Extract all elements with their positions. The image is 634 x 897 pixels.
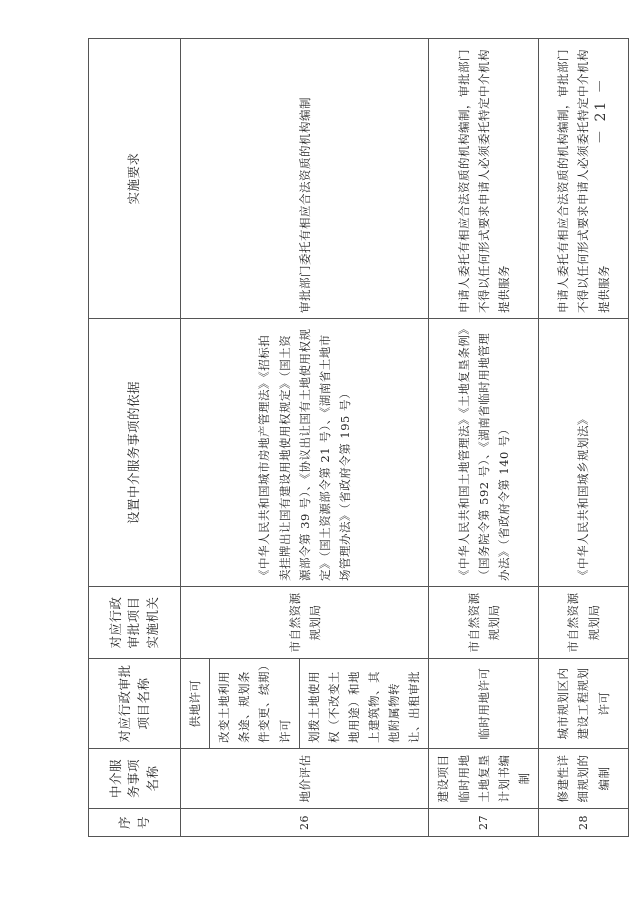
seq-cell: 28 <box>539 809 629 837</box>
header-basis: 设置中介服务事项的依据 <box>89 319 181 587</box>
table-header-row <box>89 39 181 837</box>
approval-cell: 城市规划区内建设工程规划许可 <box>539 659 629 749</box>
seq-cell: 26 <box>181 809 429 837</box>
header-service-name: 中介服务事项名称 <box>89 749 181 809</box>
table-row <box>539 39 629 837</box>
requirement-cell: 审批部门委托有相应合法资质的机构编制 <box>181 39 429 319</box>
agency-cell: 市自然资源规划局 <box>429 587 539 659</box>
header-seq: 序号 <box>89 809 181 837</box>
approval-cell: 划拨土地使用权（不改变土地用途）和地上建筑物、其他附属物转让、出租审批 <box>299 659 429 749</box>
service-name-cell: 修建性详细规划的编制 <box>539 749 629 809</box>
approval-cell: 临时用地许可 <box>429 659 539 749</box>
table-row <box>181 39 210 837</box>
agency-cell: 市自然资源规划局 <box>539 587 629 659</box>
basis-cell: 《中华人民共和国城市房地产管理法》《招标拍卖挂牌出让国有建设用地使用权规定》（国土资源部令第 39 号）、《协议出让国有土地使用权规定》（国土资源部令第 21 号）、《湖南省土地市场管理办法》（省政府令第 195 号） <box>181 319 429 587</box>
approval-cell: 供地许可 <box>181 659 210 749</box>
requirement-cell: 申请人委托有相应合法资质的机构编制，审批部门不得以任何形式要求申请人必须委托特定中介机构提供服务 <box>539 39 629 319</box>
intermediary-services-table <box>88 38 629 837</box>
header-approval-item: 对应行政审批项目名称 <box>89 659 181 749</box>
agency-cell: 市自然资源规划局 <box>181 587 429 659</box>
header-agency: 对应行政审批项目实施机关 <box>89 587 181 659</box>
table-row <box>429 39 539 837</box>
basis-cell: 《中华人民共和国城乡规划法》 <box>539 319 629 587</box>
page-number: － 21 － <box>593 77 609 144</box>
basis-cell: 《中华人民共和国土地管理法》《土地复垦条例》（国务院令第 592 号）、《湖南省临时用地管理办法》（省政府令第 140 号） <box>429 319 539 587</box>
seq-cell: 27 <box>429 809 539 837</box>
service-name-cell: 建设项目临时用地土地复垦计划书编制 <box>429 749 539 809</box>
header-requirement: 实施要求 <box>89 39 181 319</box>
requirement-cell: 申请人委托有相应合法资质的机构编制，审批部门不得以任何形式要求申请人必须委托特定中介机构提供服务 <box>429 39 539 319</box>
service-name-cell: 地价评估 <box>181 749 429 809</box>
approval-cell: 改变土地利用条途、规划条件变更、续期）许可 <box>210 659 300 749</box>
